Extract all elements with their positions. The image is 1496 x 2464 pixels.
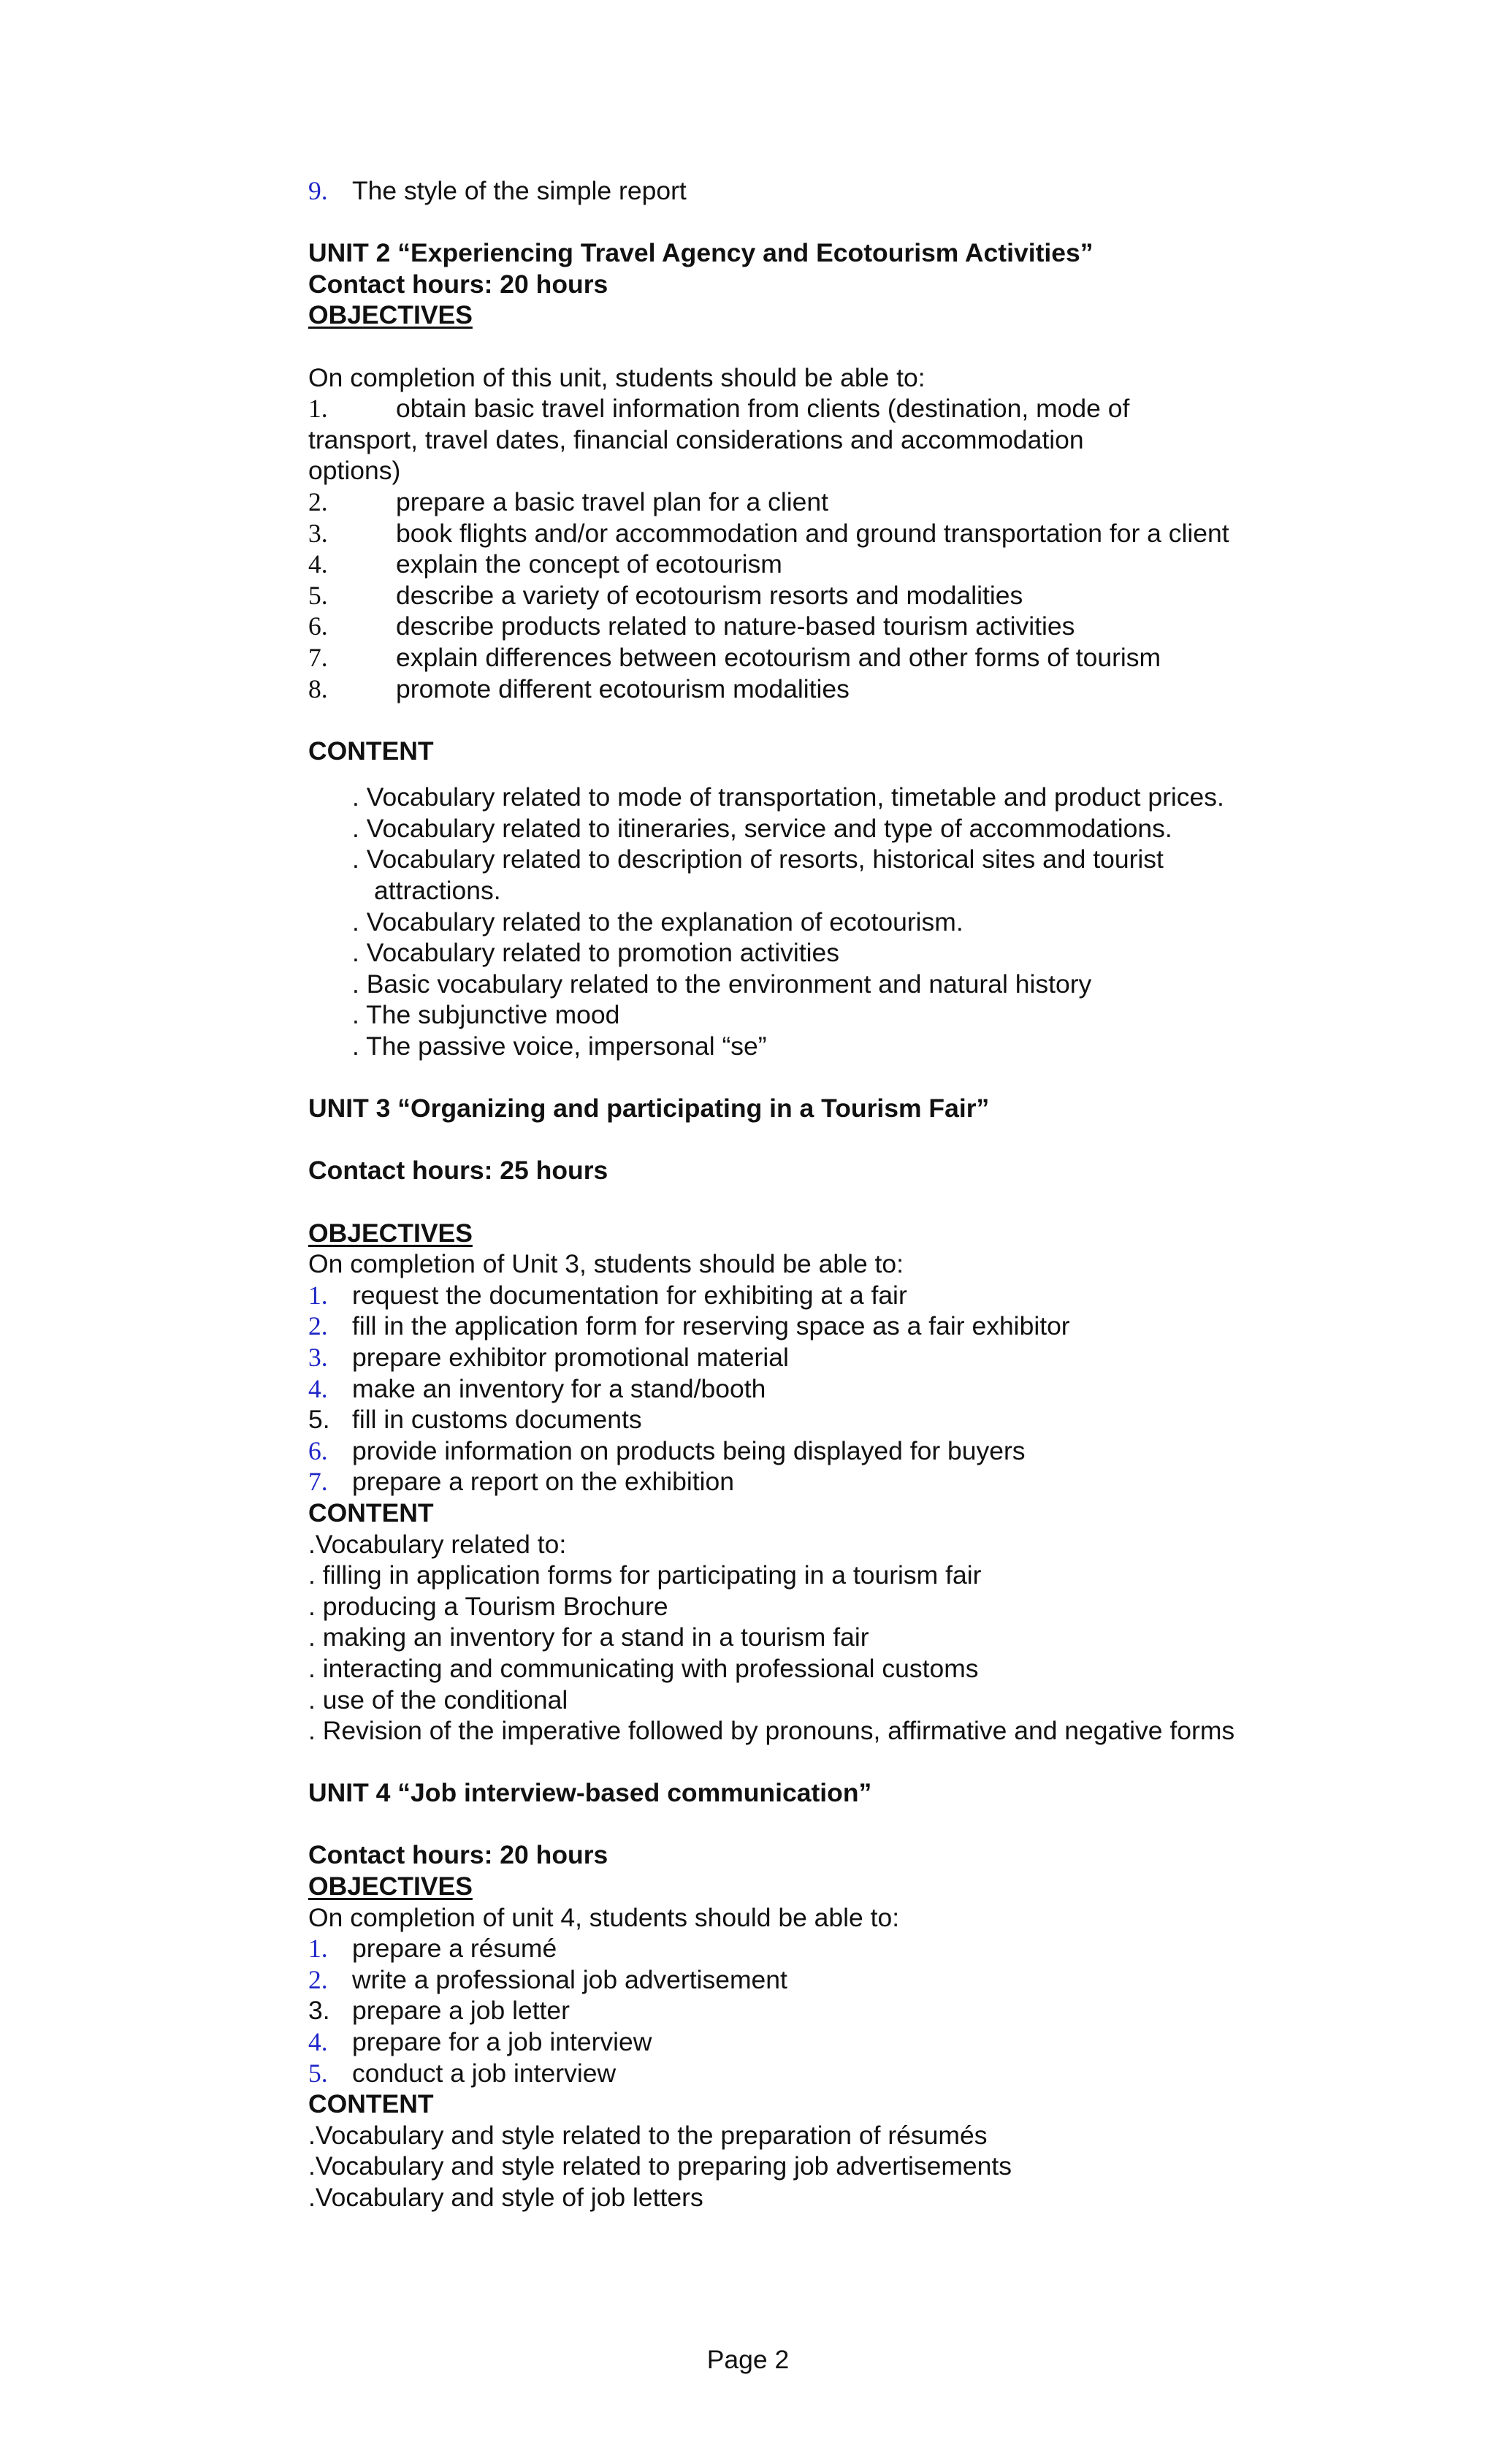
content-item: . use of the conditional (308, 1685, 568, 1714)
list-item (308, 1995, 1346, 2026)
list-number: 5. (308, 2058, 328, 2088)
content-item: . Vocabulary related to itineraries, service and type of accommodations. (352, 813, 1172, 843)
list-number: 7. (308, 642, 328, 672)
content-item: .Vocabulary and style of job letters (308, 2183, 703, 2212)
contact-hours: Contact hours: 20 hours (308, 269, 608, 299)
list-item-text: prepare a basic travel plan for a client (396, 487, 828, 516)
content-item: . interacting and communicating with professional customs (308, 1653, 979, 1683)
list-item-text: describe products related to nature-based tourism activities (396, 611, 1075, 641)
list-item (308, 1466, 1346, 1498)
list-item-text: The style of the simple report (352, 176, 687, 205)
content-item: . Vocabulary related to description of resorts, historical sites and tourist (352, 844, 1164, 874)
list-item (308, 393, 1346, 424)
content-heading: CONTENT (308, 1498, 434, 1527)
content-item: . Vocabulary related to promotion activities (352, 938, 839, 968)
list-number: 5. (308, 580, 328, 610)
list-item-text: request the documentation for exhibiting at a fair (352, 1280, 907, 1310)
list-number: 2. (308, 1964, 328, 1994)
list-number: 8. (308, 674, 328, 703)
list-item (308, 1964, 1346, 1996)
content-item: .Vocabulary and style related to preparing job advertisements (308, 2151, 1012, 2181)
content-item: . The passive voice, impersonal “se” (352, 1031, 767, 1061)
unit-title: UNIT 4 “Job interview-based communication” (308, 1778, 872, 1808)
list-item (308, 611, 1346, 642)
list-item-text: write a professional job advertisement (352, 1964, 787, 1994)
list-item (308, 175, 1346, 207)
content-heading: CONTENT (308, 736, 434, 766)
list-item (308, 2026, 1346, 2058)
list-number: 6. (308, 611, 328, 641)
list-item-text: provide information on products being displayed for buyers (352, 1435, 1026, 1465)
objectives-heading: OBJECTIVES (308, 1872, 473, 1902)
list-item (308, 549, 1346, 580)
list-item (308, 1933, 1346, 1964)
content-item: . Vocabulary related to mode of transportation, timetable and product prices. (352, 782, 1224, 812)
objectives-intro: On completion of unit 4, students should be able to: (308, 1902, 900, 1932)
objectives-heading: OBJECTIVES (308, 1218, 473, 1248)
content-item: . filling in application forms for participating in a tourism fair (308, 1560, 982, 1590)
list-number: 4. (308, 2027, 328, 2057)
list-number: 1. (308, 1280, 328, 1310)
list-item (308, 2058, 1346, 2089)
list-number: 2. (308, 1311, 328, 1341)
list-item (308, 1404, 1346, 1435)
list-item-text: prepare a job letter (352, 1996, 570, 2026)
list-item-continuation: transport, travel dates, financial considerations and accommodation (308, 424, 1084, 454)
list-item (308, 1435, 1346, 1467)
list-number: 2. (308, 487, 328, 516)
list-item-text: prepare a report on the exhibition (352, 1467, 734, 1497)
list-number: 5. (308, 1405, 330, 1435)
list-item (308, 1280, 1346, 1311)
list-item-text: prepare for a job interview (352, 2027, 652, 2057)
list-item-text: make an inventory for a stand/booth (352, 1373, 766, 1403)
list-item (308, 674, 1346, 705)
list-number: 3. (308, 1342, 328, 1372)
list-item-text: explain differences between ecotourism and other forms of tourism (396, 642, 1161, 672)
list-item (308, 642, 1346, 674)
content-item-continuation: attractions. (374, 876, 501, 906)
list-item-continuation: options) (308, 456, 401, 486)
list-number: 4. (308, 549, 328, 579)
contact-hours: Contact hours: 20 hours (308, 1840, 608, 1870)
list-number: 9. (308, 176, 328, 205)
list-item (308, 1342, 1346, 1373)
content-item: . Basic vocabulary related to the environment and natural history (352, 969, 1092, 999)
list-number: 1. (308, 1934, 328, 1964)
list-item-text: describe a variety of ecotourism resorts and modalities (396, 580, 1023, 610)
objectives-heading: OBJECTIVES (308, 300, 473, 330)
content-list (308, 782, 1346, 1061)
list-number: 7. (308, 1467, 328, 1497)
list-number: 6. (308, 1435, 328, 1465)
content-item: .Vocabulary related to: (308, 1529, 567, 1559)
list-item-text: prepare a résumé (352, 1934, 557, 1964)
list-item-text: prepare exhibitor promotional material (352, 1342, 789, 1372)
list-item (308, 487, 1346, 518)
page-content (308, 175, 1346, 2213)
list-item-text: obtain basic travel information from clients (destination, mode of (396, 394, 1130, 424)
list-number: 1. (308, 394, 328, 424)
unit-title: UNIT 2 “Experiencing Travel Agency and Ecotourism Activities” (308, 238, 1094, 268)
page-number: Page 2 (706, 2345, 790, 2374)
list-number: 3. (308, 518, 328, 548)
content-item: . Vocabulary related to the explanation of ecotourism. (352, 907, 963, 937)
list-item-text: promote different ecotourism modalities (396, 674, 850, 703)
content-item: . producing a Tourism Brochure (308, 1591, 668, 1621)
objectives-intro: On completion of this unit, students should be able to: (308, 362, 926, 392)
content-item: . The subjunctive mood (352, 1000, 620, 1030)
objectives-intro: On completion of Unit 3, students should be able to: (308, 1249, 904, 1279)
list-number: 3. (308, 1996, 330, 2026)
contact-hours: Contact hours: 25 hours (308, 1156, 608, 1186)
list-item (308, 1373, 1346, 1405)
list-item-text: explain the concept of ecotourism (396, 549, 782, 579)
content-item: . Revision of the imperative followed by pronouns, affirmative and negative forms (308, 1716, 1235, 1746)
list-item-text: book flights and/or accommodation and ground transportation for a client (396, 518, 1229, 548)
content-item: .Vocabulary and style related to the preparation of résumés (308, 2120, 988, 2150)
list-number: 4. (308, 1373, 328, 1403)
content-item: . making an inventory for a stand in a tourism fair (308, 1622, 869, 1652)
list-item-text: fill in customs documents (352, 1405, 642, 1435)
list-item-text: fill in the application form for reserving space as a fair exhibitor (352, 1311, 1070, 1341)
list-item-text: conduct a job interview (352, 2058, 617, 2088)
unit-title: UNIT 3 “Organizing and participating in a Tourism Fair” (308, 1094, 990, 1124)
list-item (308, 580, 1346, 611)
list-item (308, 1311, 1346, 1342)
list-item (308, 518, 1346, 549)
content-heading: CONTENT (308, 2089, 434, 2119)
